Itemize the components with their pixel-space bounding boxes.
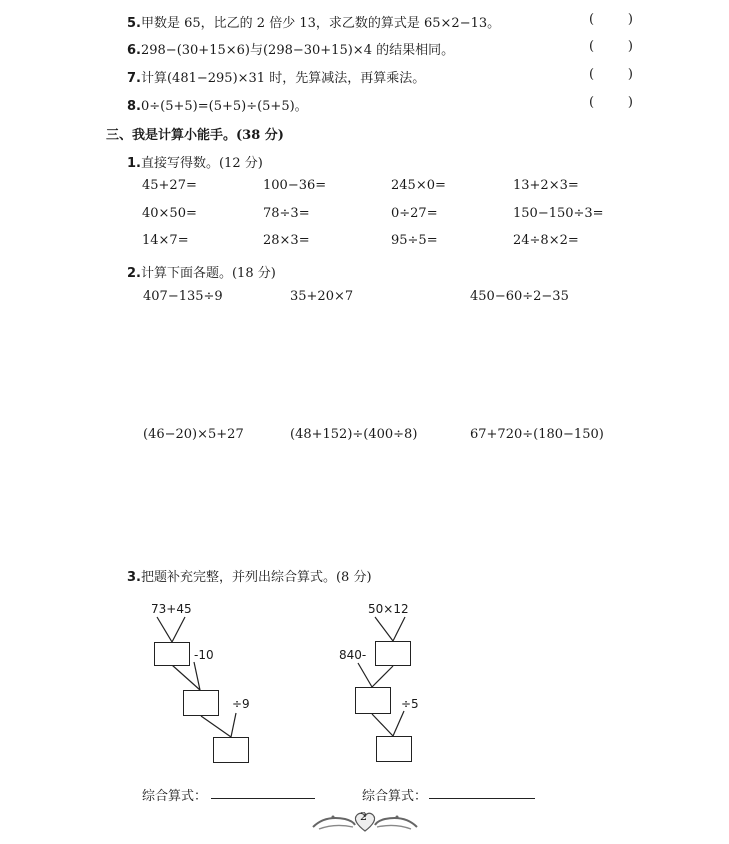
calc-problem: 67+720÷(180−150): [470, 427, 604, 442]
formula-label: 综合算式：: [362, 789, 428, 804]
question-number: 7.: [127, 71, 141, 86]
diagram-operand: ÷5: [401, 697, 419, 711]
answer-box[interactable]: [355, 687, 391, 714]
mental-calc: 14×7=: [142, 233, 189, 248]
question-text: 0÷(5+5)=(5+5)÷(5+5)。: [140, 99, 308, 114]
part3-title: 3.把题补充完整，并列出综合算式。(8 分): [127, 570, 372, 585]
mental-calc: 24÷8×2=: [513, 233, 579, 248]
diagram-top-expression: 50×12: [368, 602, 409, 616]
calc-problem: 35+20×7: [290, 289, 354, 304]
calc-problem: 407−135÷9: [143, 289, 223, 304]
diagram-operand: -10: [194, 648, 214, 662]
mental-calc: 0÷27=: [391, 206, 438, 221]
calc-problem: 450−60÷2−35: [470, 289, 569, 304]
mental-calc: 150−150÷3=: [513, 206, 604, 221]
mental-calc: 45+27=: [142, 178, 197, 193]
mental-calc: 78÷3=: [263, 206, 310, 221]
answer-paren-5[interactable]: ( ): [589, 12, 633, 27]
answer-paren-7[interactable]: ( ): [589, 67, 633, 82]
part2-title: 2.计算下面各题。(18 分): [127, 266, 276, 281]
section-title: 三、我是计算小能手。(38 分): [106, 128, 284, 143]
answer-paren-8[interactable]: ( ): [589, 95, 633, 110]
answer-box[interactable]: [376, 736, 412, 762]
calc-problem: (46−20)×5+27: [143, 427, 244, 442]
question-number: 6.: [127, 43, 141, 58]
diagram-top-expression: 73+45: [151, 602, 192, 616]
mental-calc: 40×50=: [142, 206, 197, 221]
diagram-operand: 840-: [339, 648, 367, 662]
mental-calc: 245×0=: [391, 178, 446, 193]
question-text: 甲数是 65，比乙的 2 倍少 13，求乙数的算式是 65×2−13。: [140, 16, 501, 31]
page-number: 2: [360, 810, 367, 823]
mental-calc: 28×3=: [263, 233, 310, 248]
calc-problem: (48+152)÷(400÷8): [290, 427, 418, 442]
mental-calc: 95÷5=: [391, 233, 438, 248]
formula-answer-line[interactable]: [429, 798, 535, 799]
diagram-operand: ÷9: [232, 697, 250, 711]
question-number: 5.: [127, 16, 141, 31]
formula-answer-line[interactable]: [211, 798, 315, 799]
answer-box[interactable]: [213, 737, 249, 763]
answer-box[interactable]: [154, 642, 190, 666]
answer-paren-6[interactable]: ( ): [589, 39, 633, 54]
part1-title: 1.直接写得数。(12 分): [127, 156, 263, 171]
question-text: 计算(481−295)×31 时，先算减法，再算乘法。: [140, 71, 426, 86]
mental-calc: 13+2×3=: [513, 178, 579, 193]
question-number: 8.: [127, 99, 141, 114]
question-text: 298−(30+15×6)与(298−30+15)×4 的结果相同。: [140, 43, 455, 58]
formula-label: 综合算式：: [142, 789, 208, 804]
answer-box[interactable]: [183, 690, 219, 716]
answer-box[interactable]: [375, 641, 411, 666]
mental-calc: 100−36=: [263, 178, 327, 193]
